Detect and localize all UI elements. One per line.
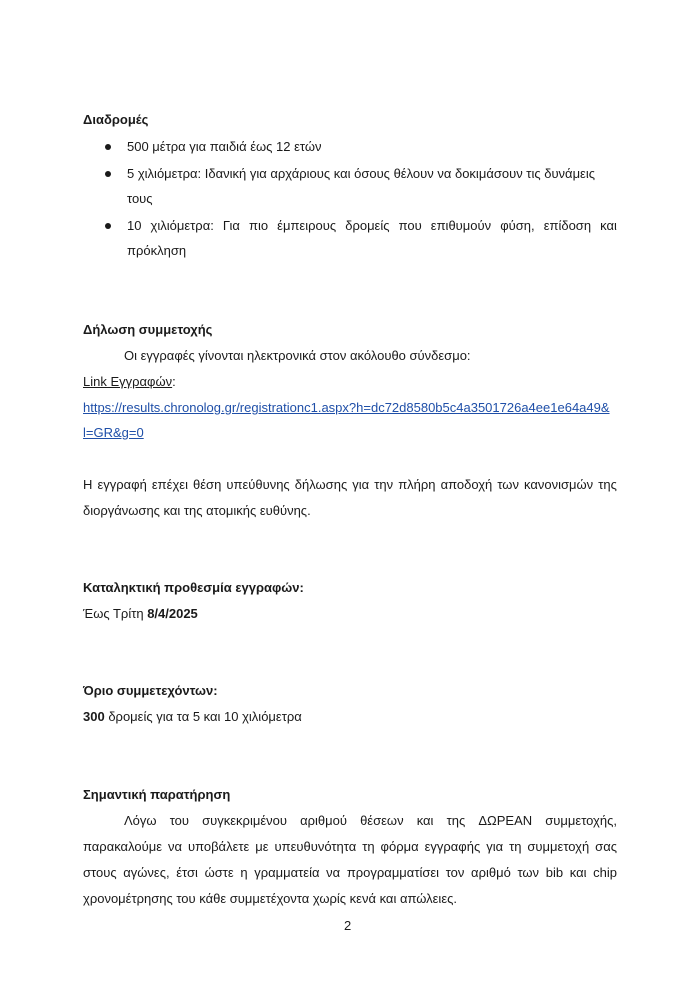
word: αριθμό <box>471 865 511 880</box>
word: bib <box>545 865 564 880</box>
registration-intro: Οι εγγραφές γίνονται ηλεκτρονικά στον ακόλουθο σύνδεσμο: <box>124 348 471 363</box>
page-number: 2 <box>344 918 352 933</box>
word: της <box>598 477 617 492</box>
word: έτσι <box>176 865 198 880</box>
word: των <box>497 477 519 492</box>
word: Λόγω <box>124 813 157 828</box>
word: ΔΩΡΕΑΝ <box>478 813 533 828</box>
word: γραμματεία <box>254 865 320 880</box>
word: θέσεων <box>360 813 404 828</box>
word: για <box>352 477 370 492</box>
word: του <box>169 813 189 828</box>
word: συμμετοχή <box>527 839 590 854</box>
word: και <box>600 218 617 233</box>
word: που <box>398 218 422 233</box>
limit-description: δρομείς για τα 5 και 10 χιλιόμετρα <box>104 709 302 724</box>
registration-link-colon: : <box>172 374 176 389</box>
route-item-3-cont: πρόκληση <box>127 243 187 258</box>
registration-link-label-line <box>83 374 176 390</box>
word: αποδοχή <box>440 477 493 492</box>
word: εγγραφής <box>424 839 481 854</box>
registration-statement-cont: διοργάνωσης και της ατομικής ευθύνης. <box>83 503 311 518</box>
note-line-2 <box>83 839 617 855</box>
routes-heading: Διαδρομές <box>83 112 149 127</box>
word: δήλωσης <box>294 477 348 492</box>
word: συμμετοχής, <box>545 813 617 828</box>
word: η <box>240 865 248 880</box>
limit-text <box>83 709 302 725</box>
word: προγραμματίσει <box>346 865 440 880</box>
word: να <box>167 839 182 854</box>
word: συγκεκριμένου <box>202 813 287 828</box>
word: και <box>569 865 587 880</box>
word: των <box>517 865 540 880</box>
bullet-icon <box>105 223 111 229</box>
registration-url-link-cont[interactable]: l=GR&g=0 <box>83 425 144 440</box>
word: της <box>446 813 466 828</box>
word: θέση <box>193 477 222 492</box>
word: υποβάλετε <box>187 839 250 854</box>
word: επίδοση <box>543 218 592 233</box>
note-heading: Σημαντική παρατήρηση <box>83 787 231 802</box>
word: χιλιόμετρα: <box>150 218 214 233</box>
registration-link-label: Link Εγγραφών <box>83 374 173 389</box>
registration-url-link[interactable]: https://results.chronolog.gr/registrationc1.aspx?h=dc72d8580b5c4a3501726a4ee1e64a49& <box>83 400 610 415</box>
word: στους <box>83 865 117 880</box>
word: chip <box>593 865 617 880</box>
word: φόρμα <box>380 839 419 854</box>
word: πλήρη <box>398 477 436 492</box>
route-item-2-cont: τους <box>127 191 153 206</box>
word: και <box>416 813 434 828</box>
route-item-2: 5 χιλιόμετρα: Ιδανική για αρχάριους και όσους θέλουν να δοκιμάσουν τις δυνάμεις <box>127 166 596 181</box>
deadline-date: 8/4/2025 <box>147 606 198 621</box>
word: την <box>374 477 394 492</box>
word: 10 <box>127 218 142 233</box>
word: παρακαλούμε <box>83 839 162 854</box>
registration-statement <box>83 477 617 493</box>
word: με <box>255 839 269 854</box>
registration-heading: Δήλωση συμμετοχής <box>83 322 213 337</box>
word: σας <box>595 839 617 854</box>
deadline-heading: Καταληκτική προθεσμία εγγραφών: <box>83 580 304 595</box>
word: υπευθυνότητα <box>274 839 357 854</box>
word: επέχει <box>151 477 188 492</box>
limit-heading: Όριο συμμετεχόντων: <box>83 683 218 698</box>
word: δρομείς <box>345 218 390 233</box>
bullet-icon <box>105 144 111 150</box>
deadline-text <box>83 606 198 622</box>
word: επιθυμούν <box>430 218 492 233</box>
word: αγώνες, <box>123 865 170 880</box>
word: πιο <box>249 218 269 233</box>
word: Η <box>83 477 93 492</box>
word: Για <box>222 218 240 233</box>
word: τον <box>445 865 465 880</box>
word: ώστε <box>204 865 234 880</box>
word: υπεύθυνης <box>226 477 290 492</box>
word: φύση, <box>500 218 535 233</box>
bullet-icon <box>105 171 111 177</box>
route-item-3 <box>127 218 617 234</box>
word: εγγραφή <box>97 477 147 492</box>
word: τη <box>362 839 375 854</box>
word: κανονισμών <box>524 477 594 492</box>
note-line-1 <box>124 813 617 829</box>
word: να <box>326 865 341 880</box>
note-line-3 <box>83 865 617 881</box>
route-item-1: 500 μέτρα για παιδιά έως 12 ετών <box>127 139 322 154</box>
word: αριθμού <box>300 813 347 828</box>
word: τη <box>509 839 522 854</box>
word: έμπειρους <box>277 218 337 233</box>
limit-number: 300 <box>83 709 105 724</box>
deadline-prefix: Έως Τρίτη <box>83 606 148 621</box>
note-line-4: χρονομέτρησης του κάθε συμμετέχοντα χωρίς κενά και απώλειες. <box>83 891 457 906</box>
word: για <box>486 839 504 854</box>
